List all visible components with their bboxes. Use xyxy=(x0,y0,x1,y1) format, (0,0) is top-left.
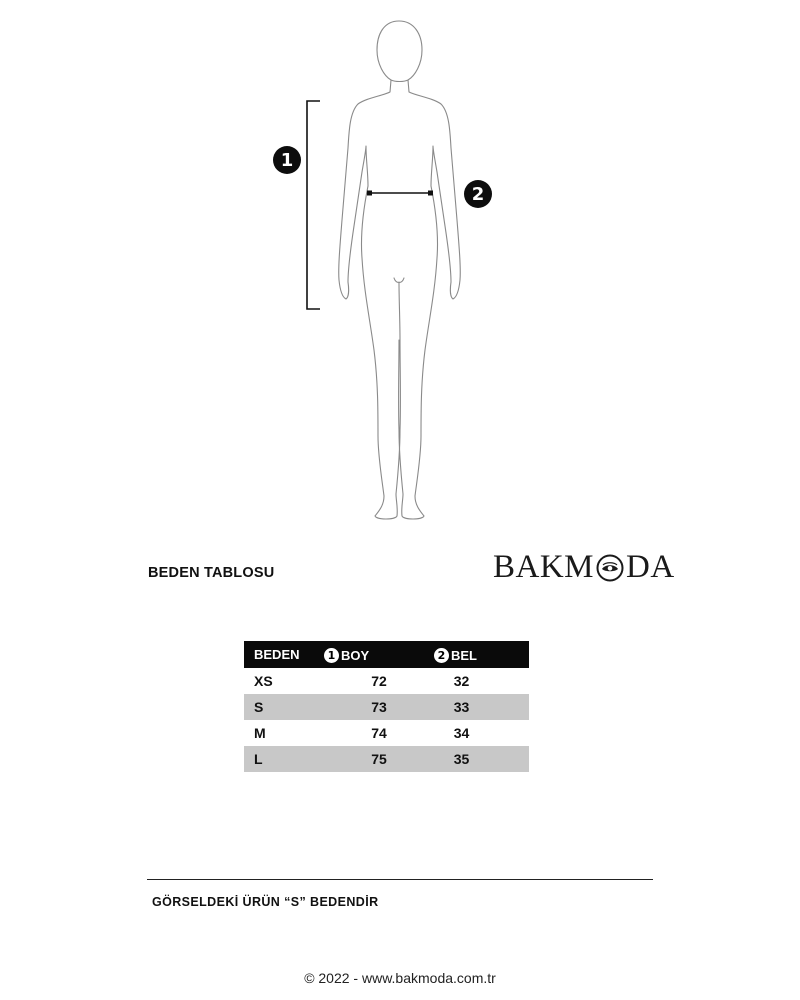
size-chart-title: BEDEN TABLOSU xyxy=(148,565,275,581)
table-row xyxy=(244,746,529,772)
marker-1-badge: 1 xyxy=(273,146,301,174)
header-beden: BEDEN xyxy=(244,641,324,668)
number-2-icon: 2 xyxy=(434,648,449,663)
cell-size: M xyxy=(254,725,266,741)
cell-boy: 72 xyxy=(371,673,387,689)
logo-text-left: BAKM xyxy=(493,548,595,585)
eye-icon xyxy=(595,553,625,583)
number-1-icon: 1 xyxy=(324,648,339,663)
footer-copyright: © 2022 - www.bakmoda.com.tr xyxy=(304,970,496,986)
cell-size: L xyxy=(244,746,324,772)
cell-size: XS xyxy=(254,673,273,689)
table-row xyxy=(244,668,529,694)
cell-boy: 75 xyxy=(324,746,434,772)
size-table xyxy=(244,641,529,772)
cell-bel: 33 xyxy=(434,694,529,720)
divider-line xyxy=(147,879,653,880)
table-row xyxy=(244,720,529,746)
header-bel: 2 BEL xyxy=(434,641,529,668)
cell-bel: 35 xyxy=(434,746,529,772)
table-header-row xyxy=(244,641,529,668)
cell-boy: 74 xyxy=(371,725,387,741)
marker-2-badge: 2 xyxy=(464,180,492,208)
cell-bel: 32 xyxy=(453,673,470,689)
cell-boy: 73 xyxy=(324,694,434,720)
header-boy: 1 BOY xyxy=(324,641,434,668)
cell-size: S xyxy=(244,694,324,720)
cell-bel: 34 xyxy=(453,725,470,741)
logo-text-right: DA xyxy=(626,548,675,585)
brand-logo xyxy=(493,549,675,585)
product-size-note: GÖRSELDEKİ ÜRÜN “S” BEDENDİR xyxy=(152,895,379,909)
table-row xyxy=(244,694,529,720)
